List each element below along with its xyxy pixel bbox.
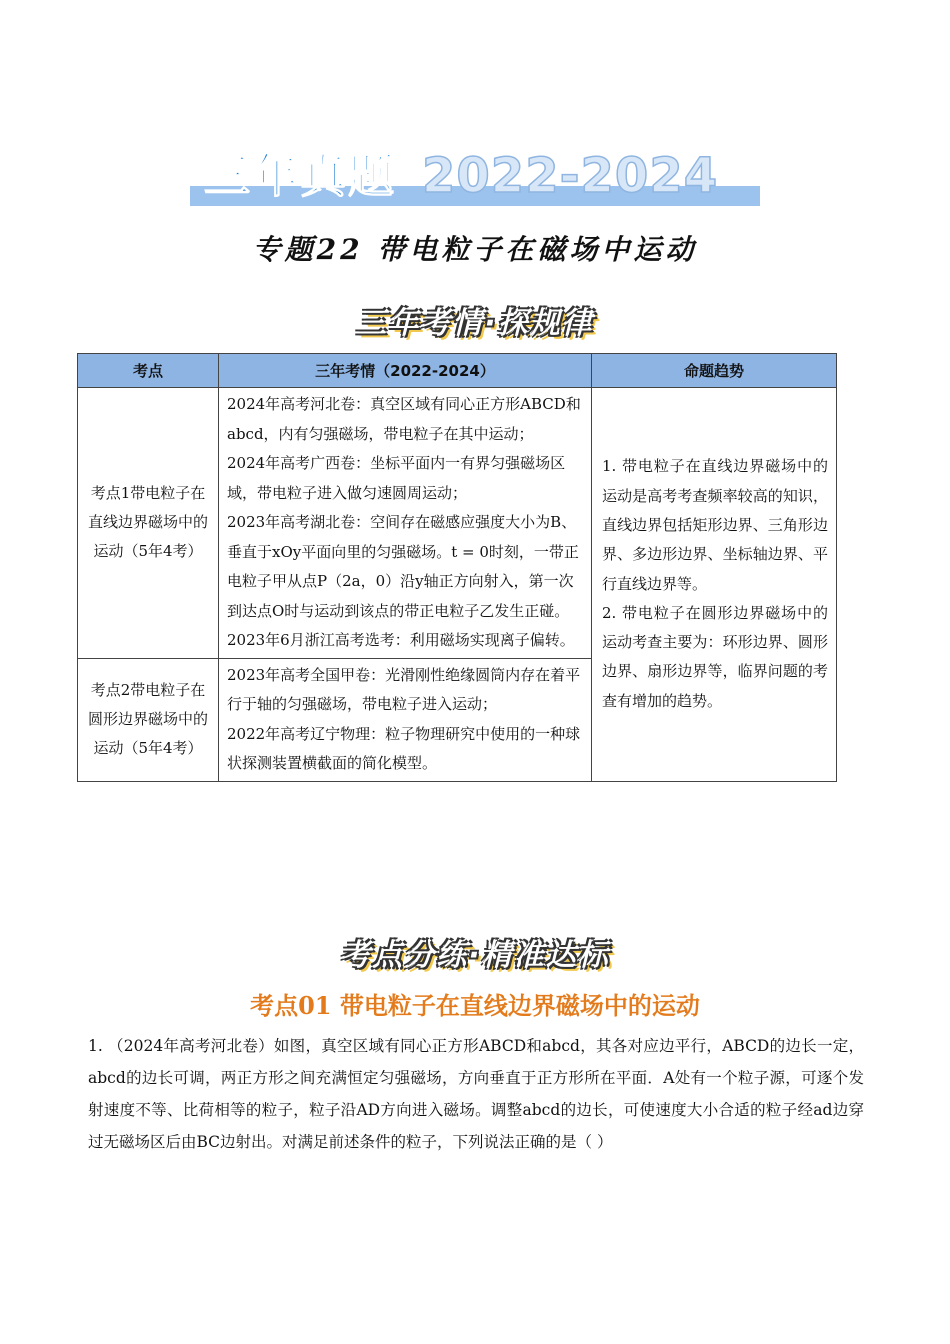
exam-item: 2024年高考河北卷：真空区域有同心正方形ABCD和abcd，内有匀强磁场，带电粒子在其中运动； (227, 395, 581, 443)
title-banner (190, 148, 760, 208)
question-1: 1. （2024年高考河北卷）如图，真空区域有同心正方形ABCD和abcd，其各对应边平行，ABCD的边长一定，abcd的边长可调，两正方形之间充满恒定匀强磁场，方向垂直于正方形所在平面．A处有一个粒子源，可逐个发射速度不等、比荷相等的粒子，粒子沿AD方向进入磁场。调整abcd的边长，可使速度大小合适的粒子经ad边穿过无磁场区后由BC边射出。对满足前述条件的粒子，下列说法正确的是（ ） (88, 1037, 864, 1151)
trend-item: 1. 带电粒子在直线边界磁场中的运动是高考考查频率较高的知识，直线边界包括矩形边界、三角形边界、多边形边界、坐标轴边界、平行直线边界等。 (602, 457, 828, 593)
banner-years: 2022-2024 (422, 148, 719, 204)
point-cell: 考点2带电粒子在圆形边界磁场中的运动（5年4考） (78, 658, 219, 781)
topic-title: 专题22 带电粒子在磁场中运动 (252, 233, 698, 266)
section-banner-practice: 考点分练·精准达标 (340, 938, 610, 973)
banner-title: 三年真题 (204, 149, 396, 203)
exam-item: 2023年6月浙江高考选考：利用磁场实现离子偏转。 (227, 631, 575, 649)
section-banner-exam-trends: 三年考情·探规律 (356, 306, 594, 341)
header-trend: 命题趋势 (592, 354, 837, 388)
table-header-row (78, 354, 837, 388)
section-heading: 考点01 带电粒子在直线边界磁场中的运动 (250, 991, 700, 1020)
trend-cell (592, 388, 837, 782)
exam-item: 2024年高考广西卷：坐标平面内一有界匀强磁场区域，带电粒子进入做匀速圆周运动； (227, 454, 566, 502)
header-point: 考点 (78, 354, 219, 388)
exam-trend-table (77, 353, 837, 782)
exams-cell (219, 658, 592, 781)
table-row (78, 388, 837, 659)
exams-cell (219, 388, 592, 659)
header-exams: 三年考情（2022-2024） (219, 354, 592, 388)
trend-item: 2. 带电粒子在圆形边界磁场中的运动考查主要为：环形边界、圆形边界、扇形边界等，临界问题的考查有增加的趋势。 (602, 603, 828, 710)
exam-item: 2022年高考辽宁物理：粒子物理研究中使用的一种球状探测装置横截面的简化模型。 (227, 724, 581, 772)
point-cell: 考点1带电粒子在直线边界磁场中的运动（5年4考） (78, 388, 219, 659)
exam-item: 2023年高考湖北卷：空间存在磁感应强度大小为B、垂直于xOy平面向里的匀强磁场。t = 0时刻，一带正电粒子甲从点P（2a，0）沿y轴正方向射入，第一次到达点O时与运动到该点的带正电粒子乙发生正碰。 (227, 513, 579, 620)
exam-item: 2023年高考全国甲卷：光滑刚性绝缘圆筒内存在着平行于轴的匀强磁场，带电粒子进入运动； (227, 665, 581, 713)
